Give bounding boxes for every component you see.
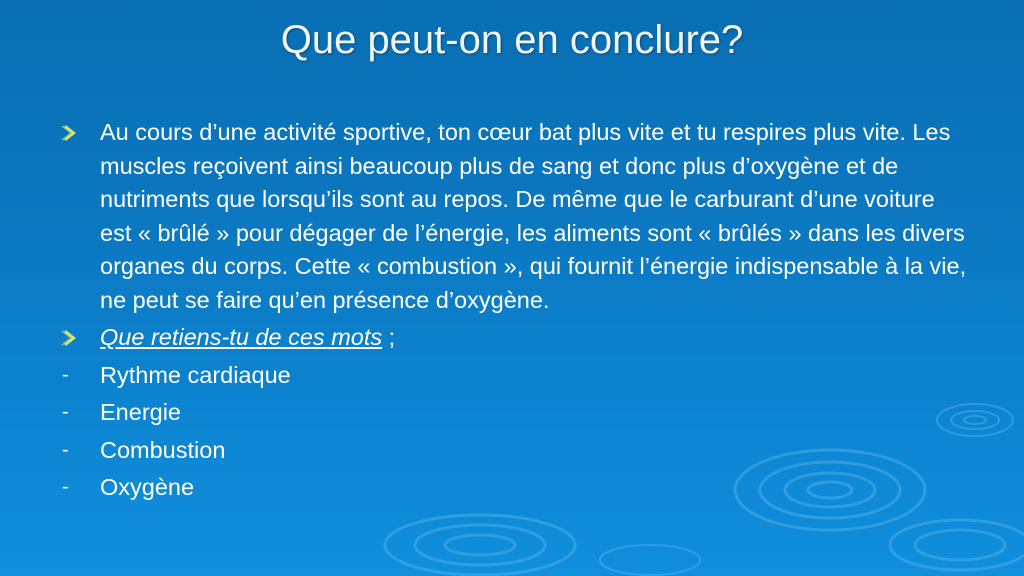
dash-bullet: - [62, 476, 69, 498]
dash-bullet: - [62, 438, 69, 461]
word-list-item [60, 434, 970, 468]
arrow-bullet-icon [60, 116, 80, 149]
dash-bullet: - [62, 401, 69, 423]
arrow-bullet-icon [60, 321, 80, 354]
retiens-suffix: ; [382, 324, 396, 350]
word-list-item [60, 471, 970, 505]
word-text: Rythme cardiaque [100, 361, 291, 388]
word-list-item [60, 359, 970, 393]
dash-bullet: - [62, 363, 69, 386]
list-item [60, 321, 970, 355]
word-text: Oxygène [100, 474, 195, 500]
slide-body [60, 116, 970, 505]
list-item [60, 116, 970, 317]
paragraph-text: Au cours d’une activité sportive, ton cœur bat plus vite et tu respires plus vite. Les muscles reçoivent ainsi beaucoup plus de sang et donc plus d’oxygène et de nutriments que lorsqu’ils sont au repos. De même que le carburant d’une voiture est « brûlé » pour dégager de l’énergie, les aliments sont « brûlés » dans les divers organes du corps. Cette « combustion », qui fournit l’énergie indispensable à la vie, ne peut se faire qu’en présence d’oxygène. [100, 119, 967, 313]
word-text: Energie [100, 399, 181, 425]
slide-title: Que peut-on en conclure? [280, 18, 744, 62]
word-text: Combustion [100, 436, 226, 463]
retiens-link[interactable]: Que retiens-tu de ces mots [100, 324, 383, 350]
word-list-item [60, 396, 970, 430]
